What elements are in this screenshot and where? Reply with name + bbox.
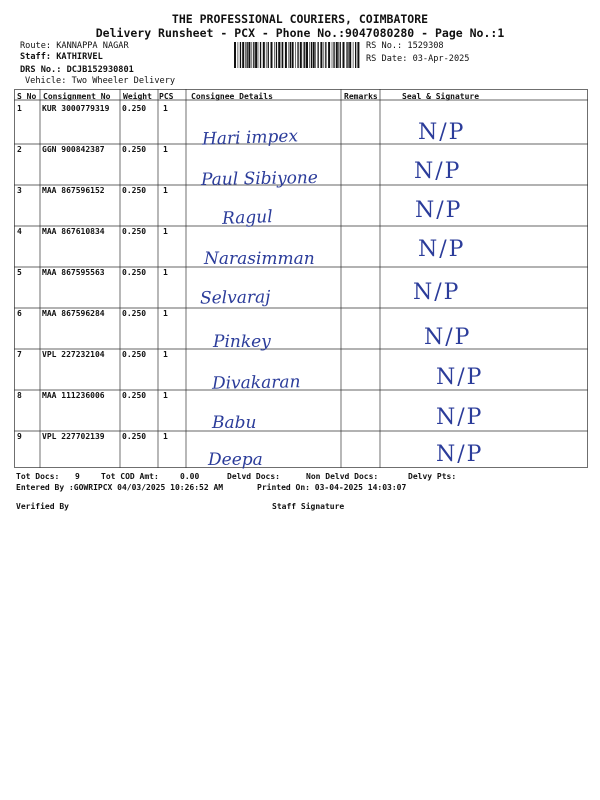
row-weight: 0.250 [122, 432, 147, 441]
handwritten-seal-signature: N/P [415, 198, 463, 223]
delivery-points-label: Delvy Pts: [408, 472, 457, 481]
row-pcs: 1 [163, 104, 168, 113]
handwritten-seal-signature: N/P [436, 442, 484, 467]
row-weight: 0.250 [122, 104, 147, 113]
column-header-remarks: Remarks [344, 92, 378, 101]
handwritten-seal-signature: N/P [436, 365, 484, 390]
total-cod-label: Tot COD Amt: [101, 472, 159, 481]
runsheet-subtitle: Delivery Runsheet - PCX - Phone No.:9047080280 - Page No.:1 [95, 26, 505, 40]
column-header-pcs: PCS [159, 92, 174, 101]
row-pcs: 1 [163, 186, 168, 195]
rs-number: RS No.: 1529308 [366, 41, 444, 51]
row-weight: 0.250 [122, 268, 147, 277]
handwritten-seal-signature: N/P [436, 405, 484, 430]
rs-date: RS Date: 03-Apr-2025 [366, 54, 470, 64]
vehicle-label: Vehicle: Two Wheeler Delivery [25, 76, 176, 86]
total-cod-value: 0.00 [180, 472, 200, 481]
row-sno: 9 [17, 432, 22, 441]
column-header-consignee: Consignee Details [191, 92, 273, 101]
row-sno: 6 [17, 309, 22, 318]
handwritten-seal-signature: N/P [418, 120, 466, 145]
handwritten-consignee-name: Narasimman [204, 249, 315, 269]
row-weight: 0.250 [122, 186, 147, 195]
row-pcs: 1 [163, 432, 168, 441]
row-weight: 0.250 [122, 309, 147, 318]
delivered-docs-label: Delvd Docs: [227, 472, 280, 481]
row-pcs: 1 [163, 268, 168, 277]
row-consignment-number: MAA 867596152 [42, 186, 105, 195]
handwritten-seal-signature: N/P [418, 237, 466, 262]
handwritten-consignee-name: Ragul [221, 207, 273, 229]
row-consignment-number: MAA 867595563 [42, 268, 105, 277]
row-pcs: 1 [163, 391, 168, 400]
row-pcs: 1 [163, 145, 168, 154]
row-pcs: 1 [163, 350, 168, 359]
row-sno: 4 [17, 227, 22, 236]
row-sno: 7 [17, 350, 22, 359]
column-header-consignment: Consignment No [43, 92, 111, 101]
row-sno: 2 [17, 145, 22, 154]
row-sno: 8 [17, 391, 22, 400]
row-weight: 0.250 [122, 145, 147, 154]
barcode-icon [234, 42, 360, 68]
handwritten-consignee-name: Divakaran [211, 372, 301, 394]
handwritten-consignee-name: Selvaraj [199, 287, 271, 309]
row-weight: 0.250 [122, 227, 147, 236]
row-consignment-number: VPL 227232104 [42, 350, 105, 359]
company-title: THE PROFESSIONAL COURIERS, COIMBATORE [171, 12, 429, 26]
row-consignment-number: KUR 3000779319 [42, 104, 110, 113]
handwritten-consignee-name: Pinkey [213, 332, 271, 352]
row-weight: 0.250 [122, 391, 147, 400]
route-label: Route: KANNAPPA NAGAR [20, 41, 129, 51]
column-header-sno: S No [17, 92, 37, 101]
total-docs-value: 9 [75, 472, 80, 481]
handwritten-seal-signature: N/P [424, 325, 472, 350]
row-weight: 0.250 [122, 350, 147, 359]
row-consignment-number: MAA 867610834 [42, 227, 105, 236]
row-consignment-number: MAA 867596284 [42, 309, 105, 318]
handwritten-consignee-name: Paul Sibiyone [200, 167, 319, 191]
handwritten-consignee-name: Deepa [208, 450, 263, 470]
drs-number: DRS No.: DCJB152930801 [20, 65, 134, 75]
row-consignment-number: VPL 227702139 [42, 432, 105, 441]
column-header-weight: Weight [123, 92, 152, 101]
printed-on: Printed On: 03-04-2025 14:03:07 [257, 483, 407, 492]
row-consignment-number: GGN 900842387 [42, 145, 105, 154]
row-consignment-number: MAA 111236006 [42, 391, 105, 400]
verified-by-label: Verified By [16, 502, 69, 511]
handwritten-seal-signature: N/P [414, 159, 462, 184]
row-sno: 1 [17, 104, 22, 113]
row-pcs: 1 [163, 227, 168, 236]
handwritten-seal-signature: N/P [413, 280, 461, 305]
total-docs-label: Tot Docs: [16, 472, 60, 481]
staff-label: Staff: KATHIRVEL [20, 52, 103, 62]
row-sno: 5 [17, 268, 22, 277]
handwritten-consignee-name: Hari impex [201, 126, 299, 150]
entered-by: Entered By :GOWRIPCX 04/03/2025 10:26:52 AM [16, 483, 224, 492]
column-header-seal-signature: Seal & Signature [402, 92, 480, 101]
staff-signature-label: Staff Signature [272, 502, 345, 511]
handwritten-consignee-name: Babu [212, 413, 257, 433]
non-delivered-docs-label: Non Delvd Docs: [306, 472, 379, 481]
row-pcs: 1 [163, 309, 168, 318]
row-sno: 3 [17, 186, 22, 195]
